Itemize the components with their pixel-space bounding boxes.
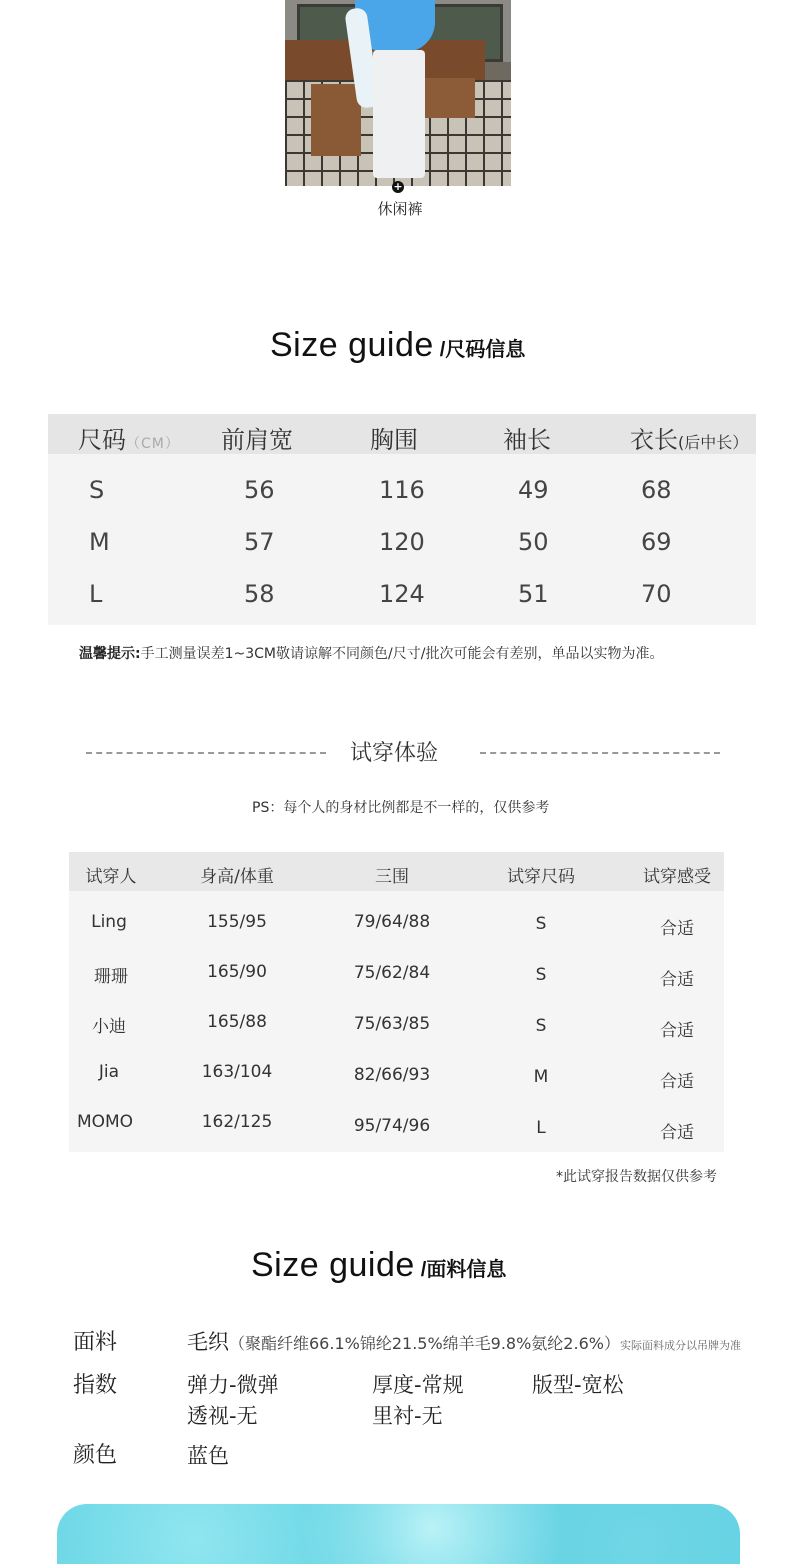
lining-value: 里衬-无 <box>372 1404 443 1428</box>
tryon-cell: 79/64/88 <box>353 912 431 932</box>
size-cell: 57 <box>244 528 275 556</box>
tryon-header-cell: 试穿人 <box>85 867 137 887</box>
product-photo <box>285 0 511 186</box>
index-label: 指数 <box>73 1373 118 1398</box>
divider-right <box>480 752 720 754</box>
tryon-cell: 合适 <box>660 1021 694 1041</box>
tryon-note: PS：每个人的身材比例都是不一样的，仅供参考 <box>252 800 550 816</box>
tryon-cell: 75/63/85 <box>353 1014 431 1034</box>
tryon-cell: 163/104 <box>201 1062 273 1082</box>
tryon-cell: M <box>533 1067 549 1087</box>
color-value: 蓝色 <box>187 1444 229 1468</box>
size-cell: 56 <box>244 476 275 504</box>
divider-left <box>86 752 326 754</box>
size-guide-title-sub: /尺码信息 <box>439 339 526 361</box>
plus-icon[interactable]: + <box>393 180 403 193</box>
tryon-cell: 小迪 <box>92 1017 126 1037</box>
size-cell: L <box>89 580 103 608</box>
size-guide-title <box>270 326 525 365</box>
material-value-line <box>187 1326 741 1356</box>
tryon-cell: MOMO <box>76 1112 134 1132</box>
header-shoulder: 前肩宽 <box>221 426 293 454</box>
elasticity-value: 弹力-微弹 <box>187 1373 279 1397</box>
size-cell: 49 <box>518 476 549 504</box>
material-note: 实际面料成分以吊牌为准 <box>619 1339 741 1352</box>
tryon-header-cell: 试穿感受 <box>643 867 711 887</box>
tryon-cell: Jia <box>98 1062 120 1082</box>
tryon-cell: 珊珊 <box>94 967 128 987</box>
header-chest: 胸围 <box>370 426 418 454</box>
tryon-cell: 165/88 <box>207 1012 267 1032</box>
header-size: 尺码（CM） <box>78 426 180 454</box>
size-table-header <box>48 414 756 454</box>
size-cell: 116 <box>379 476 425 504</box>
tryon-cell: S <box>535 965 547 985</box>
size-table <box>48 414 756 625</box>
size-cell: S <box>89 476 105 504</box>
tryon-cell: 75/62/84 <box>353 963 431 983</box>
header-length-sub: (后中长） <box>678 433 749 452</box>
material-detail: （聚酯纤维66.1%锦纶21.5%绵羊毛9.8%氨纶2.6%） <box>229 1334 620 1353</box>
tryon-table-header <box>69 852 724 891</box>
size-cell: 68 <box>641 476 672 504</box>
color-label: 颜色 <box>73 1443 118 1468</box>
tryon-footnote: *此试穿报告数据仅供参考 <box>556 1169 717 1185</box>
tip-label: 温馨提示: <box>79 646 141 662</box>
size-cell: 69 <box>641 528 672 556</box>
size-cell: 58 <box>244 580 275 608</box>
tryon-header-cell: 试穿尺码 <box>507 867 575 887</box>
size-cell: M <box>89 528 110 556</box>
photo-caption: 休闲裤 <box>377 200 423 218</box>
tryon-cell: 155/95 <box>207 912 267 932</box>
tryon-cell: 合适 <box>660 919 694 939</box>
tryon-cell: S <box>535 1016 547 1036</box>
tryon-cell: 82/66/93 <box>353 1065 431 1085</box>
header-sleeve: 袖长 <box>503 426 551 454</box>
size-cell: 124 <box>379 580 425 608</box>
size-cell: 51 <box>518 580 549 608</box>
thickness-value: 厚度-常规 <box>372 1373 464 1397</box>
fabric-guide-title-sub: /面料信息 <box>420 1259 507 1281</box>
fit-value: 版型-宽松 <box>532 1373 624 1397</box>
size-cell: 70 <box>641 580 672 608</box>
tryon-header-cell: 三围 <box>375 867 409 887</box>
material-label: 面料 <box>73 1330 118 1355</box>
tryon-cell: 95/74/96 <box>353 1116 431 1136</box>
tip-text: 手工测量误差1~3CM敬请谅解不同颜色/尺寸/批次可能会有差别，单品以实物为准。 <box>140 646 664 662</box>
tryon-cell: L <box>536 1118 546 1138</box>
fabric-swatch-image <box>57 1504 740 1564</box>
size-cell: 50 <box>518 528 549 556</box>
header-size-unit: （CM） <box>126 436 180 452</box>
tryon-cell: 165/90 <box>207 962 267 982</box>
size-cell: 120 <box>379 528 425 556</box>
size-guide-title-main: Size guide <box>270 326 434 364</box>
tryon-title: 试穿体验 <box>350 741 439 766</box>
tryon-cell: Ling <box>91 912 127 932</box>
tryon-header-cell: 身高/体重 <box>200 867 274 887</box>
tryon-cell: 162/125 <box>201 1112 273 1132</box>
tryon-cell: 合适 <box>660 970 694 990</box>
tryon-cell: S <box>535 914 547 934</box>
measurement-tip <box>79 643 663 663</box>
header-length: 衣长(后中长） <box>630 426 749 454</box>
fabric-guide-title <box>251 1246 506 1285</box>
material-value: 毛织 <box>187 1330 229 1354</box>
tryon-cell: 合适 <box>660 1123 694 1143</box>
tryon-cell: 合适 <box>660 1072 694 1092</box>
tryon-table <box>69 852 724 1152</box>
transparency-value: 透视-无 <box>187 1404 258 1428</box>
fabric-guide-title-main: Size guide <box>251 1246 415 1284</box>
